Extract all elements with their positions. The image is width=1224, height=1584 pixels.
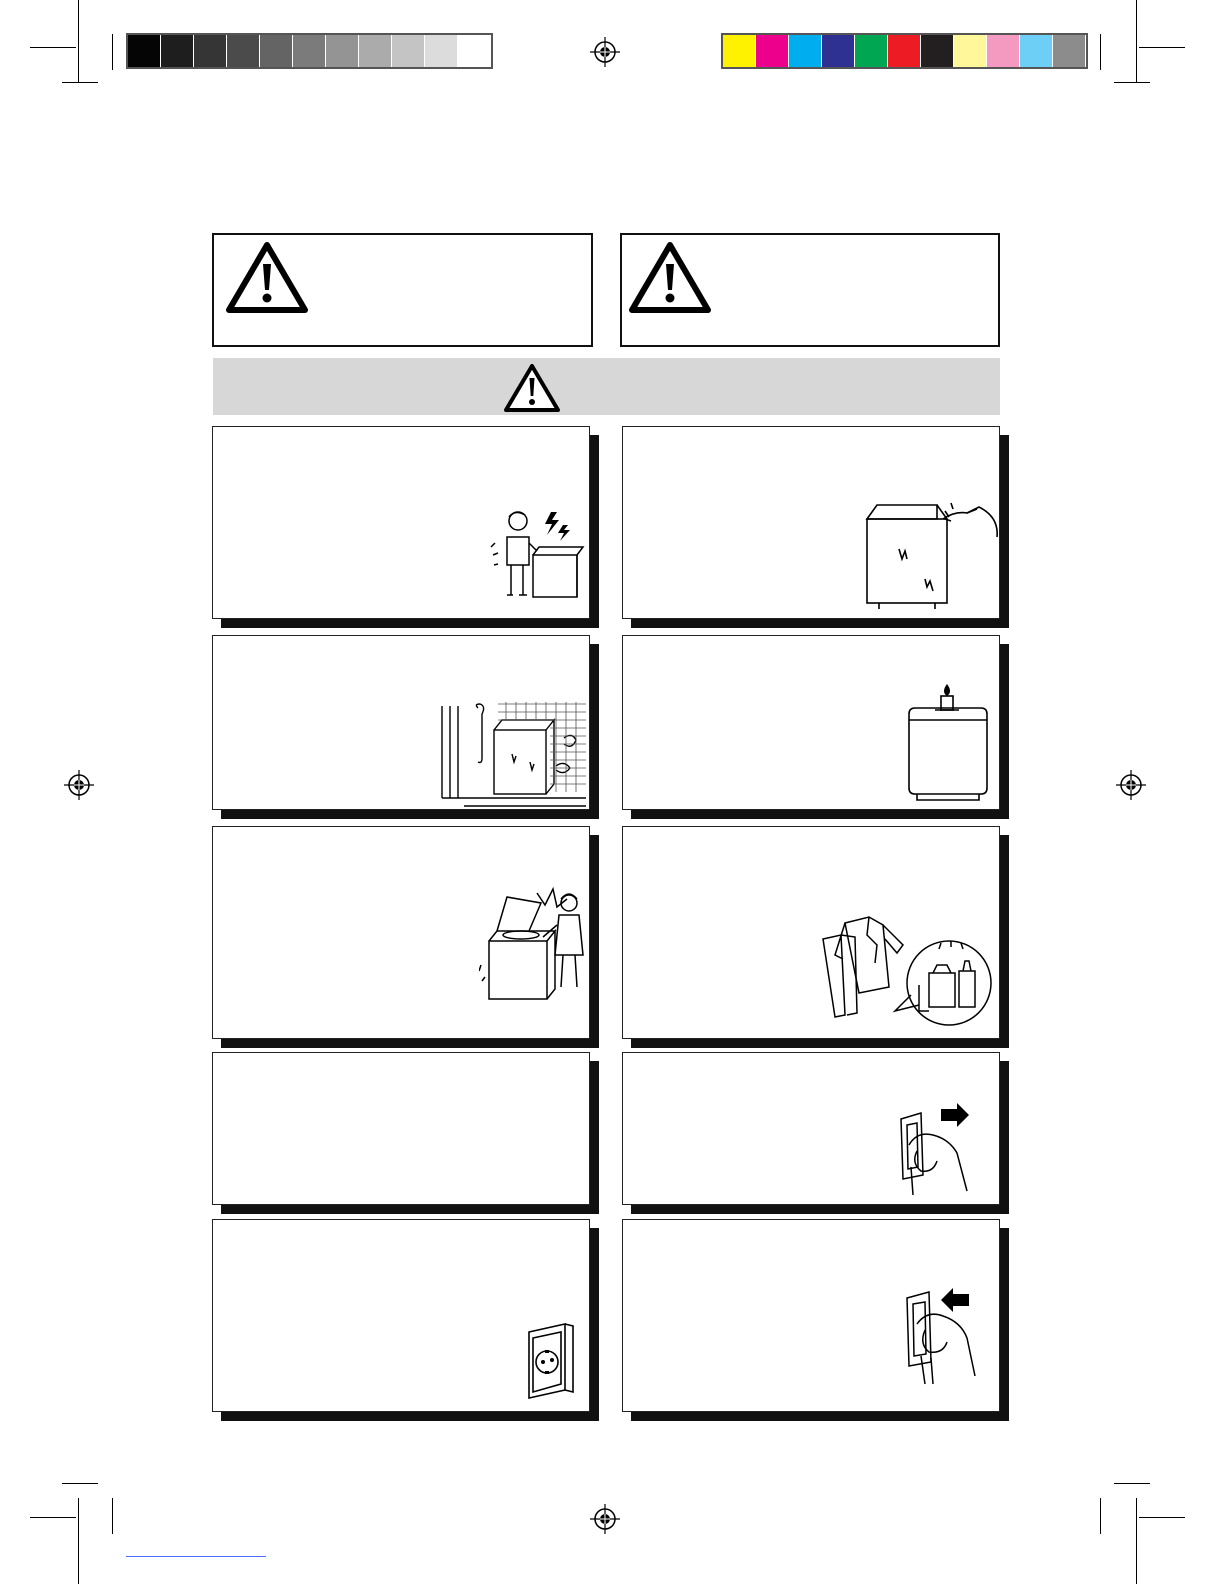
color-swatch [954, 35, 987, 67]
color-swatch [987, 35, 1020, 67]
card-candle-on-top [622, 635, 1000, 810]
caution-box [620, 233, 1000, 347]
color-swatch [458, 35, 491, 67]
color-swatch [326, 35, 359, 67]
plug-in-hand-icon [899, 1280, 999, 1390]
card-blank-notice [212, 1052, 590, 1205]
color-swatch [359, 35, 392, 67]
card-lid-opening [212, 826, 590, 1039]
registration-mark-bottom [589, 1503, 621, 1535]
color-swatch [161, 35, 194, 67]
color-swatch [723, 35, 756, 67]
registration-mark-right [1115, 769, 1147, 801]
bathroom-washer-icon [438, 702, 586, 810]
registration-mark-left [63, 769, 95, 801]
warning-triangle-icon [503, 362, 561, 414]
color-swatch [921, 35, 954, 67]
woman-lid-icon [479, 885, 589, 1005]
color-swatch [194, 35, 227, 67]
caution-triangle-icon [628, 240, 712, 314]
candle-washer-icon [901, 684, 993, 804]
page-footer-line [126, 1556, 266, 1557]
warning-triangle-icon [225, 240, 309, 314]
card-humid-bathroom [212, 635, 590, 810]
clothes-chemicals-icon [819, 915, 993, 1035]
color-swatch [293, 35, 326, 67]
card-water-spray [622, 426, 1000, 619]
card-socket [212, 1219, 590, 1412]
person-shock-icon [485, 507, 585, 607]
card-electric-shock [212, 426, 590, 619]
warning-box [212, 233, 593, 347]
color-swatch [1053, 35, 1086, 67]
card-flammable-clothes [622, 826, 1000, 1039]
card-plug-in [622, 1219, 1000, 1412]
color-swatch [888, 35, 921, 67]
color-swatch [855, 35, 888, 67]
wall-socket-icon [525, 1320, 577, 1400]
color-swatch [425, 35, 458, 67]
color-swatch [756, 35, 789, 67]
color-swatch [392, 35, 425, 67]
card-unplug [622, 1052, 1000, 1205]
section-header-bar [213, 358, 1000, 415]
water-hose-icon [859, 497, 999, 615]
color-swatch [1020, 35, 1053, 67]
color-swatch [789, 35, 822, 67]
color-swatch [128, 35, 161, 67]
color-swatch [260, 35, 293, 67]
color-swatch [227, 35, 260, 67]
registration-mark-top [589, 36, 621, 68]
unplug-hand-icon [887, 1101, 987, 1201]
color-swatch [822, 35, 855, 67]
